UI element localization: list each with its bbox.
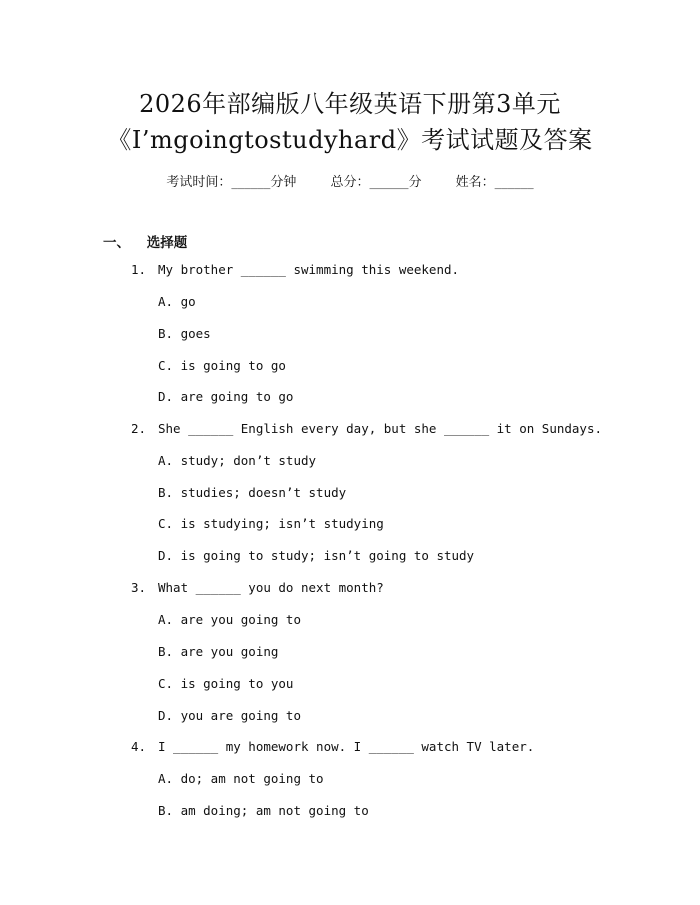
question-text: What ______ you do next month? <box>158 580 384 595</box>
section-heading <box>103 231 187 251</box>
question-1-option-a: A. go <box>158 294 196 309</box>
exam-meta-info <box>0 171 700 190</box>
question-4-option-a: A. do; am not going to <box>158 771 324 786</box>
question-3-option-b: B. are you going <box>158 644 279 659</box>
question-1-option-c: C. is going to go <box>158 358 286 373</box>
question-2-option-a: A. study; don’t study <box>158 453 317 468</box>
section-number: 一、 <box>103 235 130 251</box>
question-text: I ______ my homework now. I ______ watch TV later. <box>158 739 535 754</box>
question-number: 4. <box>131 739 147 754</box>
question-number: 1. <box>131 262 147 277</box>
question-1-option-d: D. are going to go <box>158 389 294 404</box>
question-3-option-d: D. you are going to <box>158 708 301 723</box>
question-2-option-b: B. studies; doesn’t study <box>158 485 347 500</box>
question-text: My brother ______ swimming this weekend. <box>158 262 460 277</box>
question-2-option-d: D. is going to study; isn’t going to study <box>158 548 475 563</box>
section-title: 选择题 <box>146 235 188 251</box>
student-name-field: 姓名：______ <box>455 175 534 190</box>
question-4-option-b: B. am doing; am not going to <box>158 803 369 818</box>
question-text: She ______ English every day, but she ______ it on Sundays. <box>158 421 603 436</box>
total-score-field: 总分：______分 <box>330 175 422 190</box>
exam-time-field: 考试时间：______分钟 <box>166 175 297 190</box>
question-1-option-b: B. goes <box>158 326 211 341</box>
question-3-option-a: A. are you going to <box>158 612 301 627</box>
question-3-option-c: C. is going to you <box>158 676 294 691</box>
document-title-line-2: 《I’mgoingtostudyhard》考试试题及答案 <box>107 126 593 154</box>
question-number: 3. <box>131 580 147 595</box>
question-2-option-c: C. is studying; isn’t studying <box>158 516 384 531</box>
document-title-line-1: 2026年部编版八年级英语下册第3单元 <box>139 90 561 118</box>
question-number: 2. <box>131 421 147 436</box>
